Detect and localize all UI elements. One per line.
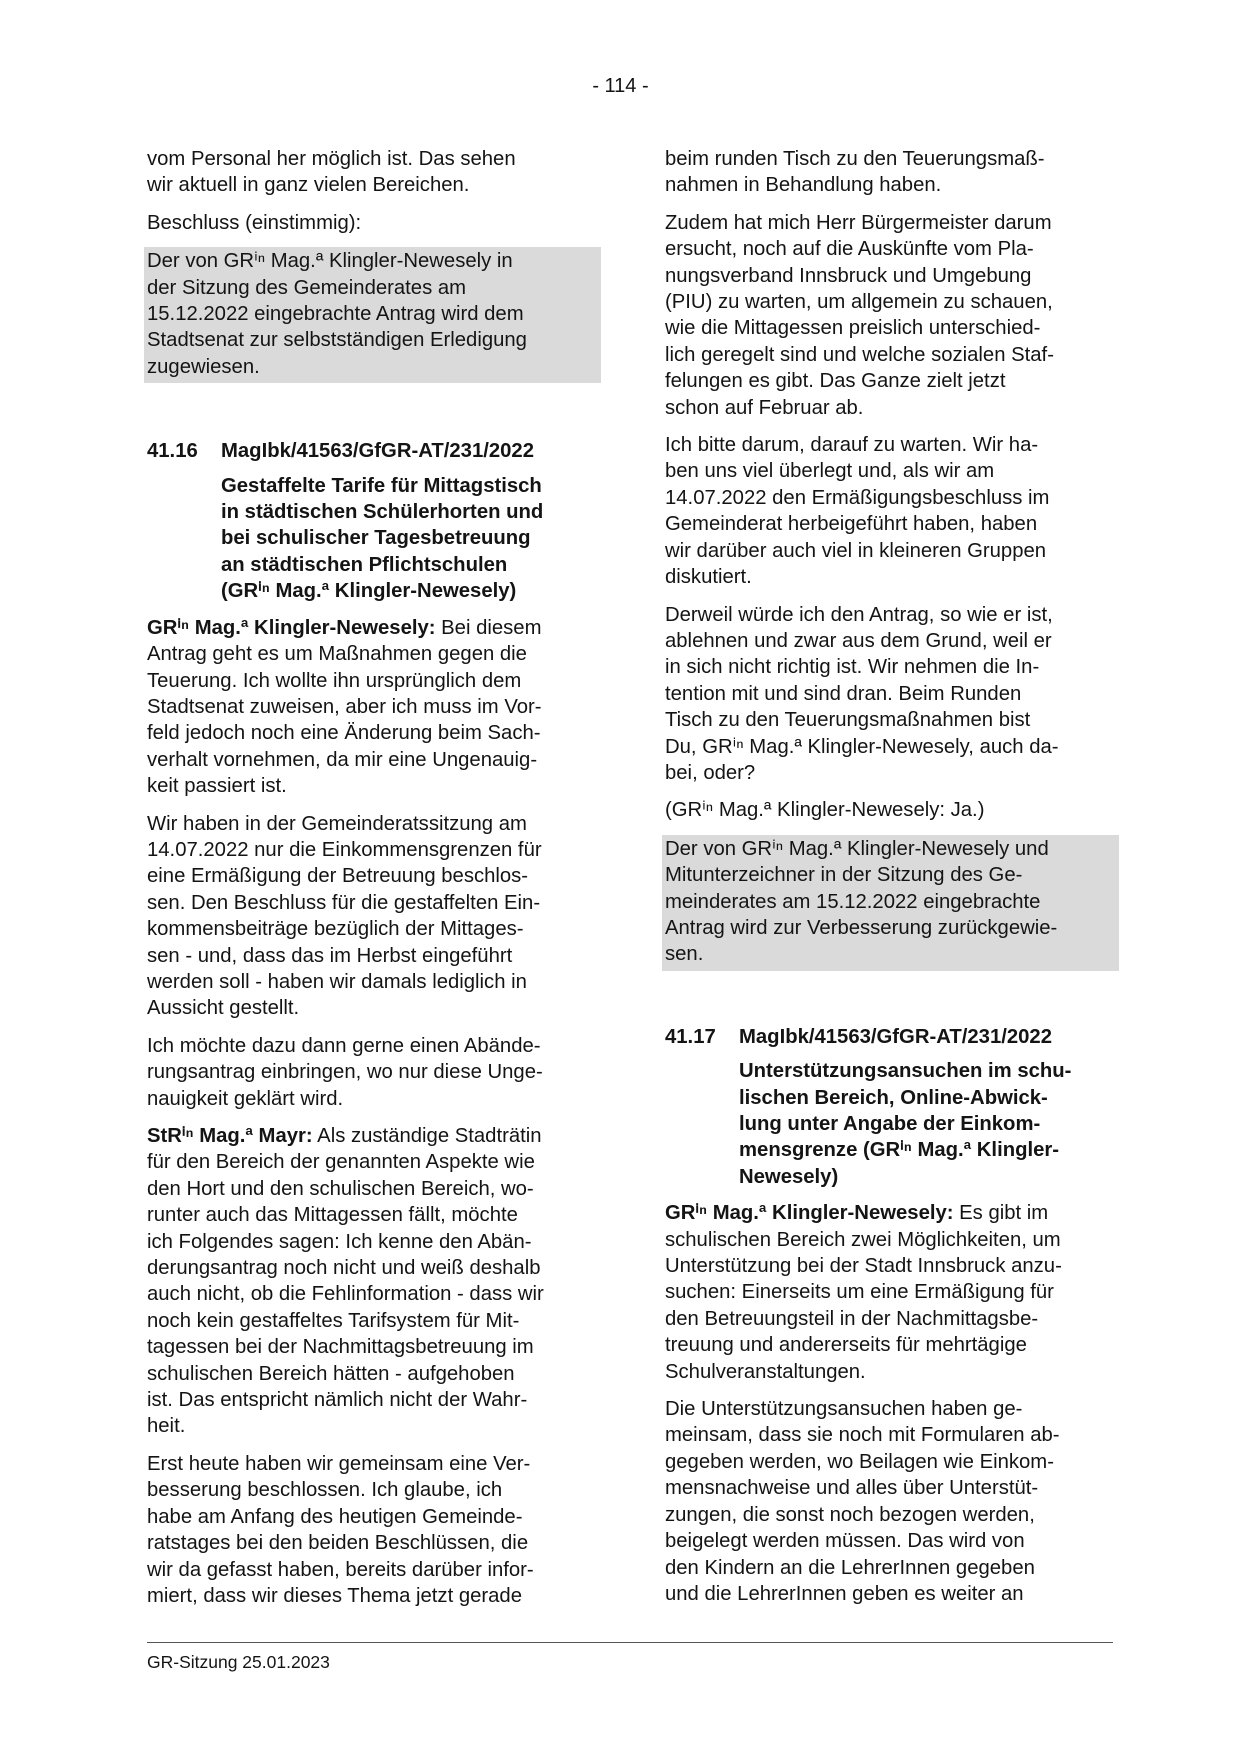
text-line: beim runden Tisch zu den Teuerungsmaß- xyxy=(665,148,1045,170)
speaker-name: GRⁱⁿ Mag.ª Klingler-Newesely: xyxy=(147,616,436,639)
text-line: verhalt vornehmen, da mir eine Ungenauig- xyxy=(147,748,538,771)
text-line: miert, dass wir dieses Thema jetzt gerade xyxy=(147,1584,522,1607)
text-line: 14.07.2022 den Ermäßigungsbeschluss im xyxy=(665,486,1050,509)
text-line: Erst heute haben wir gemeinsam eine Ver- xyxy=(147,1452,531,1475)
text-line: Als zuständige Stadträtin xyxy=(312,1125,542,1147)
text-line: derungsantrag noch nicht und weiß deshalb xyxy=(147,1257,541,1280)
text-line: feld jedoch noch eine Änderung beim Sach- xyxy=(147,722,541,745)
paragraph xyxy=(665,146,1115,199)
text-line: lung unter Angabe der Einkom- xyxy=(739,1113,1041,1135)
paragraph xyxy=(665,210,1115,421)
text-line: den Kindern an die LehrerInnen gegeben xyxy=(665,1556,1035,1579)
text-line: meinderates am 15.12.2022 eingebrachte xyxy=(665,890,1041,913)
paragraph xyxy=(147,1451,597,1609)
section-reference: MagIbk/41563/GfGR-AT/231/2022 xyxy=(739,1025,1052,1048)
paragraph xyxy=(147,811,597,1022)
left-column xyxy=(147,146,597,1620)
paragraph xyxy=(665,602,1115,787)
text-line: bei schulischer Tagesbetreuung xyxy=(221,527,531,550)
text-line: ist. Das entspricht nämlich nicht der Wahr- xyxy=(147,1389,528,1412)
text-line: (GRⁱⁿ Mag.ª Klingler-Newesely) xyxy=(221,580,517,603)
text-line: Antrag geht es um Maßnahmen gegen die xyxy=(147,643,527,666)
text-line: vom Personal her möglich ist. Das sehen xyxy=(147,148,516,170)
text-line: tagessen bei der Nachmittagsbetreuung im xyxy=(147,1336,534,1359)
text-line: an städtischen Pflichtschulen xyxy=(221,553,508,576)
text-line: Der von GRⁱⁿ Mag.ª Klingler-Newesely und xyxy=(665,837,1049,860)
text-line: runter auch das Mittagessen fällt, möchte xyxy=(147,1204,518,1227)
speech-paragraph xyxy=(665,1200,1115,1385)
section-title xyxy=(221,473,597,605)
text-line: in sich nicht richtig ist. Wir nehmen die In- xyxy=(665,656,1040,679)
paragraph xyxy=(665,432,1115,590)
text-line: gegeben werden, wo Beilagen wie Einkom- xyxy=(665,1450,1054,1473)
text-line: wir aktuell in ganz vielen Bereichen. xyxy=(147,174,470,197)
text-line: mensgrenze (GRⁱⁿ Mag.ª Klingler- xyxy=(739,1139,1060,1162)
page-number: - 114 - xyxy=(592,75,649,97)
text-line: Der von GRⁱⁿ Mag.ª Klingler-Newesely in xyxy=(147,250,513,273)
speaker-name: GRⁱⁿ Mag.ª Klingler-Newesely: xyxy=(665,1202,954,1225)
text-line: Ich bitte darum, darauf zu warten. Wir ha- xyxy=(665,434,1039,457)
text-line: Unterstützungsansuchen im schu- xyxy=(739,1060,1072,1083)
text-line: Newesely) xyxy=(739,1165,839,1188)
text-line: Unterstützung bei der Stadt Innsbruck anzu- xyxy=(665,1255,1062,1278)
text-line: nungsverband Innsbruck und Umgebung xyxy=(665,264,1032,287)
text-line: schulischen Bereich zwei Möglichkeiten, um xyxy=(665,1228,1061,1251)
text-line: Mitunterzeichner in der Sitzung des Ge- xyxy=(665,864,1023,887)
resolution-label: Beschluss (einstimmig): xyxy=(147,211,362,234)
text-line: Antrag wird zur Verbesserung zurückgewie- xyxy=(665,916,1058,939)
text-line: den Betreuungsteil in der Nachmittagsbe- xyxy=(665,1307,1039,1330)
text-line: meinsam, dass sie noch mit Formularen ab- xyxy=(665,1424,1060,1447)
text-line: heit. xyxy=(147,1415,186,1438)
text-line: 15.12.2022 eingebrachte Antrag wird dem xyxy=(147,303,524,326)
footer-text: GR-Sitzung 25.01.2023 xyxy=(147,1652,330,1672)
text-line: Ich möchte dazu dann gerne einen Abände- xyxy=(147,1034,541,1057)
paragraph xyxy=(665,1396,1115,1607)
text-line: den Hort und den schulischen Bereich, wo- xyxy=(147,1177,534,1200)
resolution-box xyxy=(662,835,1119,971)
text-line: sen - und, dass das im Herbst eingeführt xyxy=(147,944,513,967)
text-line: ratstages bei den beiden Beschlüssen, die xyxy=(147,1532,529,1555)
text-line: ich Folgendes sagen: Ich kenne den Abän- xyxy=(147,1230,532,1253)
section-reference: MagIbk/41563/GfGR-AT/231/2022 xyxy=(221,440,534,463)
text-line: in städtischen Schülerhorten und xyxy=(221,501,544,524)
text-line: keit passiert ist. xyxy=(147,775,287,798)
text-line: noch kein gestaffeltes Tarifsystem für Mit- xyxy=(147,1309,520,1332)
speaker-name: StRⁱⁿ Mag.ª Mayr: xyxy=(147,1125,313,1147)
text-line: sen. xyxy=(665,943,704,966)
interjection: (GRⁱⁿ Mag.ª Klingler-Newesely: Ja.) xyxy=(665,799,985,822)
text-line: wir darüber auch viel in kleineren Gruppen xyxy=(665,539,1047,562)
text-line: schon auf Februar ab. xyxy=(665,396,864,419)
text-line: wie die Mittagessen preislich unterschied- xyxy=(665,317,1041,340)
text-line: bei, oder? xyxy=(665,761,756,784)
text-line: Gemeinderat herbeigeführt haben, haben xyxy=(665,513,1038,536)
text-line: Teuerung. Ich wollte ihn ursprünglich dem xyxy=(147,669,522,692)
text-line: 14.07.2022 nur die Einkommensgrenzen für xyxy=(147,838,542,861)
text-line: treuung und andererseits für mehrtägige xyxy=(665,1334,1027,1357)
text-line: ersucht, noch auf die Auskünfte vom Pla- xyxy=(665,238,1034,261)
text-line: wir da gefasst haben, bereits darüber infor- xyxy=(147,1558,534,1581)
text-line: der Sitzung des Gemeinderates am xyxy=(147,276,467,299)
section-title xyxy=(739,1058,1115,1190)
text-line: Die Unterstützungsansuchen haben ge- xyxy=(665,1398,1023,1421)
text-line: diskutiert. xyxy=(665,566,752,589)
text-line: ablehnen und zwar aus dem Grund, weil er xyxy=(665,629,1052,652)
text-line: eine Ermäßigung der Betreuung beschlos- xyxy=(147,865,529,888)
text-line: Du, GRⁱⁿ Mag.ª Klingler-Newesely, auch da- xyxy=(665,735,1059,758)
text-line: Wir haben in der Gemeinderatssitzung am xyxy=(147,812,527,835)
text-line: nauigkeit geklärt wird. xyxy=(147,1087,344,1110)
text-line: beigelegt werden müssen. Das wird von xyxy=(665,1530,1025,1553)
text-line: ben uns viel überlegt und, als wir am xyxy=(665,460,995,483)
paragraph xyxy=(147,1033,597,1112)
footer-divider xyxy=(147,1642,1113,1643)
speech-paragraph xyxy=(147,615,597,800)
text-line: Aussicht gestellt. xyxy=(147,997,300,1020)
resolution-box xyxy=(144,247,601,383)
text-line: zungen, die sonst noch bezogen werden, xyxy=(665,1503,1035,1526)
text-line: mensnachweise und alles über Unterstüt- xyxy=(665,1477,1039,1500)
text-line: auch nicht, ob die Fehlinformation - dass wir xyxy=(147,1283,544,1306)
text-line: schulischen Bereich hätten - aufgehoben xyxy=(147,1362,515,1385)
text-line: Stadtsenat zuweisen, aber ich muss im Vor- xyxy=(147,695,542,718)
text-line: (PIU) zu warten, um allgemein zu schauen, xyxy=(665,291,1053,314)
text-line: sen. Den Beschluss für die gestaffelten Ein- xyxy=(147,891,541,914)
section-number: 41.17 xyxy=(665,1025,716,1048)
text-line: Es gibt im xyxy=(953,1202,1049,1225)
section-heading xyxy=(147,438,597,464)
speech-paragraph xyxy=(147,1123,597,1440)
text-line: Tisch zu den Teuerungsmaßnahmen bist xyxy=(665,709,1031,732)
text-line: habe am Anfang des heutigen Gemeinde- xyxy=(147,1505,523,1528)
paragraph xyxy=(147,146,597,199)
text-line: werden soll - haben wir damals lediglich in xyxy=(147,970,527,993)
right-column xyxy=(665,146,1115,1618)
text-line: zugewiesen. xyxy=(147,355,260,378)
text-line: für den Bereich der genannten Aspekte wie xyxy=(147,1151,535,1174)
text-line: Gestaffelte Tarife für Mittagstisch xyxy=(221,474,542,497)
text-line: nahmen in Behandlung haben. xyxy=(665,174,942,197)
text-line: suchen: Einerseits um eine Ermäßigung für xyxy=(665,1281,1054,1304)
text-line: Bei diesem xyxy=(435,616,542,639)
text-line: lich geregelt sind und welche sozialen Staf- xyxy=(665,343,1054,366)
text-line: Zudem hat mich Herr Bürgermeister darum xyxy=(665,211,1052,234)
text-line: Derweil würde ich den Antrag, so wie er ist, xyxy=(665,603,1053,626)
section-number: 41.16 xyxy=(147,440,198,463)
text-line: felungen es gibt. Das Ganze zielt jetzt xyxy=(665,370,1006,393)
text-line: und die LehrerInnen geben es weiter an xyxy=(665,1582,1024,1605)
text-line: Schulveranstaltungen. xyxy=(665,1360,866,1383)
section-heading xyxy=(665,1024,1115,1050)
text-line: kommensbeiträge bezüglich der Mittages- xyxy=(147,918,524,941)
text-line: tention mit und sind dran. Beim Runden xyxy=(665,682,1022,705)
text-line: rungsantrag einbringen, wo nur diese Unge- xyxy=(147,1061,543,1084)
text-line: besserung beschlossen. Ich glaube, ich xyxy=(147,1479,503,1502)
text-line: lischen Bereich, Online-Abwick- xyxy=(739,1086,1048,1109)
text-line: Stadtsenat zur selbstständigen Erledigung xyxy=(147,329,527,352)
